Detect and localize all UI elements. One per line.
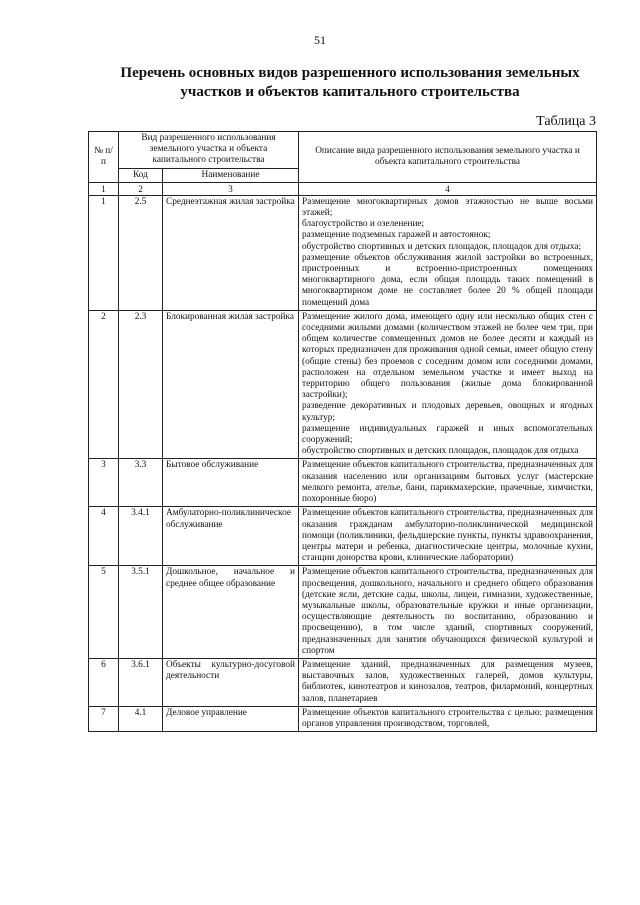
row-description bbox=[299, 566, 597, 659]
description-line: обустройство спортивных и детских площадок, площадок для отдыха; bbox=[302, 241, 582, 252]
title-line-1: Перечень основных видов разрешенного использования земельных bbox=[120, 65, 580, 81]
table-row bbox=[89, 507, 597, 566]
row-description bbox=[299, 459, 597, 507]
header-number: № п/п bbox=[89, 132, 119, 183]
row-code: 3.3 bbox=[119, 459, 163, 507]
table-row bbox=[89, 658, 597, 706]
title-line-2: участков и объектов капитального строительства bbox=[180, 84, 520, 100]
row-name: Амбулаторно-поликлиническое обслуживание bbox=[163, 507, 299, 566]
row-code: 2.3 bbox=[119, 310, 163, 459]
row-name: Блокированная жилая застройка bbox=[163, 310, 299, 459]
row-description bbox=[299, 507, 597, 566]
row-description bbox=[299, 706, 597, 731]
table-label: Таблица 3 bbox=[536, 114, 596, 129]
column-number-2: 2 bbox=[119, 182, 163, 195]
table-row bbox=[89, 310, 597, 459]
description-line: Размещение объектов капитального строительства, предназначенных для оказания гражданам амбулаторно-поликлинической медицинской помощи (поликлиники, фельдшерские пункты, пункты здравоохранения, центры матери и ребенка, диагностические центры, молочные кухни, станции донорства крови, клинические лаборатории) bbox=[302, 508, 594, 564]
row-number: 6 bbox=[89, 658, 119, 706]
description-line: Размещение жилого дома, имеющего одну или несколько общих стен с соседними жилыми домами (количеством этажей не более чем три, при общем количестве совмещенных домов не более десяти и каждый из которых предназначен для проживания одной семьи, имеет общую стену (общие стены) без проемов с соседним домом или соседними домами, расположен на отдельном земельном участке и имеет выход на территорию общего пользования (жилые дома блокированной застройки); bbox=[302, 311, 594, 401]
row-number: 1 bbox=[89, 195, 119, 310]
header-code: Код bbox=[119, 168, 163, 182]
description-line: Размещение объектов капитального строительства с целью: размещения органов управления производством, торговлей, bbox=[302, 707, 594, 729]
row-description bbox=[299, 310, 597, 459]
header-use-type: Вид разрешенного использования земельного участка и объекта капитального строительства bbox=[119, 132, 299, 169]
description-line: размещение индивидуальных гаражей и иных вспомогательных сооружений; bbox=[302, 423, 594, 446]
row-description bbox=[299, 195, 597, 310]
row-name: Объекты культурно-досуговой деятельности bbox=[163, 658, 299, 706]
row-number: 4 bbox=[89, 507, 119, 566]
table-row bbox=[89, 459, 597, 507]
table-row bbox=[89, 195, 597, 310]
row-code: 3.5.1 bbox=[119, 566, 163, 659]
page-number: 51 bbox=[314, 33, 326, 47]
column-number-3: 3 bbox=[163, 182, 299, 195]
row-name: Среднеэтажная жилая застройка bbox=[163, 195, 299, 310]
land-use-table bbox=[88, 131, 597, 732]
table-row bbox=[89, 566, 597, 659]
description-line: размещение объектов обслуживания жилой застройки во встроенных, пристроенных и встроенно-пристроенных помещениях многоквартирного дома, если общая площадь таких помещений в многоквартирном доме не составляет более 20 % общей площади помещений дома bbox=[302, 252, 594, 308]
description-line: Размещение зданий, предназначенных для размещения музеев, выставочных залов, художественных галерей, домов культуры, библиотек, кинотеатров и кинозалов, театров, филармоний, концертных залов, планетариев bbox=[302, 659, 594, 704]
row-number: 3 bbox=[89, 459, 119, 507]
description-line: Размещение многоквартирных домов этажностью не выше восьми этажей; bbox=[302, 196, 594, 219]
header-description: Описание вида разрешенного использования земельного участка и объекта капитального строительства bbox=[299, 132, 597, 183]
description-line: Размещение объектов капитального строительства, предназначенных для оказания населению или организациям бытовых услуг (мастерские мелкого ремонта, ателье, бани, парикмахерские, прачечные, химчистки, похоронные бюро) bbox=[302, 460, 594, 505]
row-code: 2.5 bbox=[119, 195, 163, 310]
header-name: Наименование bbox=[163, 168, 299, 182]
column-number-1: 1 bbox=[89, 182, 119, 195]
description-line: благоустройство и озеленение; bbox=[302, 219, 425, 230]
row-code: 3.4.1 bbox=[119, 507, 163, 566]
row-number: 7 bbox=[89, 706, 119, 731]
row-name: Дошкольное, начальное и среднее общее образование bbox=[163, 566, 299, 659]
description-line: разведение декоративных и плодовых деревьев, овощных и ягодных культур; bbox=[302, 401, 594, 423]
row-name: Деловое управление bbox=[163, 706, 299, 731]
row-number: 5 bbox=[89, 566, 119, 659]
row-code: 4.1 bbox=[119, 706, 163, 731]
document-title bbox=[60, 64, 640, 102]
description-line: размещение подземных гаражей и автостоянок; bbox=[302, 230, 491, 241]
row-number: 2 bbox=[89, 310, 119, 459]
description-line: обустройство спортивных и детских площадок, площадок для отдыха bbox=[302, 446, 579, 457]
row-description bbox=[299, 658, 597, 706]
row-code: 3.6.1 bbox=[119, 658, 163, 706]
table-row bbox=[89, 706, 597, 731]
description-line: Размещение объектов капитального строительства, предназначенных для просвещения, дошкольного, начального и среднего общего образования (детские ясли, детские сады, школы, лицеи, гимназии, художественные, музыкальные школы, образовательные кружки и иные организации, осуществляющие деятельность по воспитанию, образованию и просвещению), в том числе зданий, спортивных сооружений, предназначенных для занятия обучающихся физической культурой и спортом bbox=[302, 567, 594, 656]
row-name: Бытовое обслуживание bbox=[163, 459, 299, 507]
column-number-4: 4 bbox=[299, 182, 597, 195]
